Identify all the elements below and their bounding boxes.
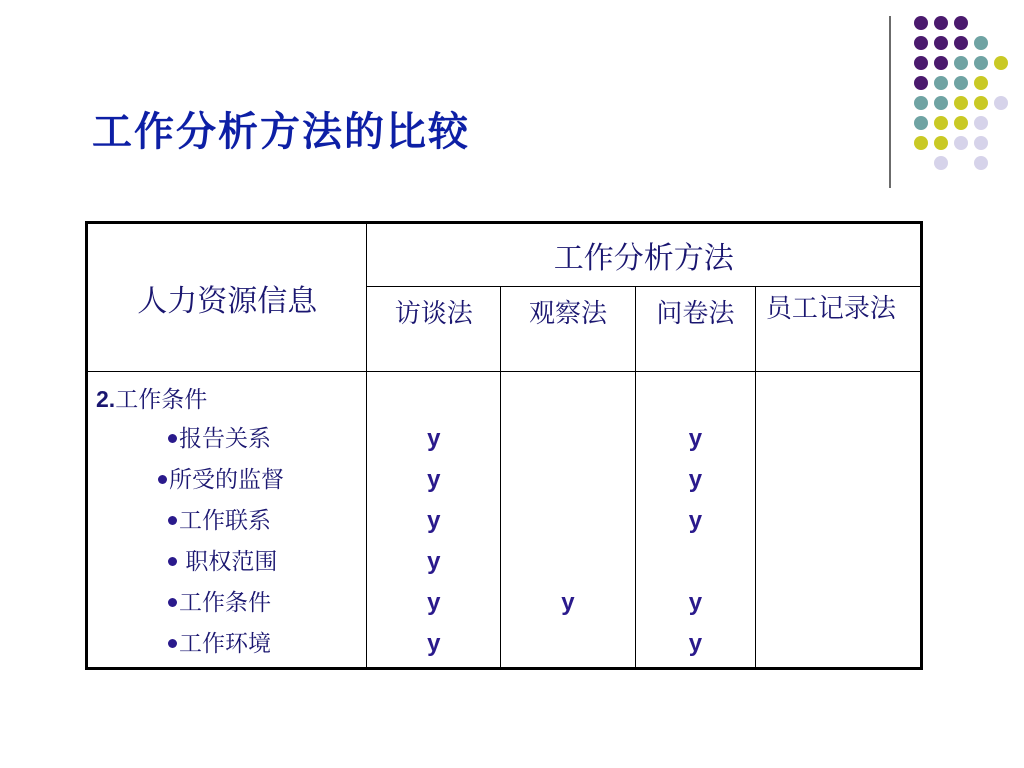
decor-dot: [974, 136, 988, 150]
mark-cell: y: [688, 425, 703, 452]
decor-dot: [974, 56, 988, 70]
item-label: 所受的监督: [169, 466, 284, 492]
interview-marks-column: [367, 372, 501, 669]
mark-cell: [501, 459, 635, 500]
decor-dot: [954, 76, 968, 90]
mark-cell: [756, 623, 920, 664]
list-item: [96, 418, 366, 459]
decor-dot: [974, 156, 988, 170]
decor-dot: [914, 136, 928, 150]
decor-dot: [934, 96, 948, 110]
decor-dot: [954, 116, 968, 130]
decor-dot: [974, 36, 988, 50]
decorative-divider: [889, 16, 891, 188]
list-item: [96, 541, 366, 582]
records-marks-column: [755, 372, 921, 669]
observation-marks-column: [501, 372, 636, 669]
mark-cell: y: [561, 589, 575, 616]
bullet-icon: [168, 434, 177, 443]
decor-dot: [914, 56, 928, 70]
mark-cell: [756, 582, 920, 623]
decor-dot: [934, 156, 948, 170]
decor-dot: [954, 136, 968, 150]
comparison-table: [85, 221, 923, 670]
list-item: [96, 582, 366, 623]
decor-dot: [954, 96, 968, 110]
mark-cell: y: [688, 466, 703, 493]
list-item: [96, 623, 366, 664]
item-label: 工作联系: [179, 507, 271, 533]
bullet-icon: [168, 598, 177, 607]
mark-cell: y: [427, 630, 441, 657]
mark-cell: [501, 623, 635, 664]
decor-dot: [954, 16, 968, 30]
decor-dot: [994, 96, 1008, 110]
decor-dot: [934, 76, 948, 90]
decor-dot: [934, 56, 948, 70]
decor-dot: [914, 76, 928, 90]
decor-dot: [934, 16, 948, 30]
list-item: [96, 500, 366, 541]
section-number: 2.: [96, 386, 116, 412]
method-header-questionnaire: 问卷法: [635, 287, 755, 372]
item-label: 职权范围: [185, 548, 278, 574]
section-heading: [96, 380, 366, 418]
method-header-interview: 访谈法: [367, 287, 501, 372]
mark-cell: y: [688, 630, 703, 657]
mark-cell: [501, 541, 635, 582]
decor-dot: [974, 76, 988, 90]
decor-dot: [974, 96, 988, 110]
decor-dot: [914, 116, 928, 130]
item-label: 工作环境: [179, 630, 271, 656]
decor-dot: [974, 116, 988, 130]
mark-cell: [501, 500, 635, 541]
item-label: 报告关系: [179, 425, 271, 451]
mark-cell: y: [427, 589, 441, 616]
decor-dot: [934, 116, 948, 130]
decor-dot: [934, 136, 948, 150]
mark-cell: [636, 541, 755, 582]
mark-cell: [756, 500, 920, 541]
decor-dot: [914, 16, 928, 30]
bullet-icon: [158, 475, 167, 484]
decor-dot: [914, 96, 928, 110]
bullet-icon: [168, 639, 177, 648]
decor-dot: [934, 36, 948, 50]
item-label: 工作条件: [179, 589, 271, 615]
mark-cell: y: [427, 425, 441, 452]
questionnaire-marks-column: [635, 372, 755, 669]
decor-dot: [954, 56, 968, 70]
slide-title: 工作分析方法的比较: [92, 108, 470, 155]
mark-cell: [756, 459, 920, 500]
mark-cell: [501, 418, 635, 459]
mark-cell: y: [427, 466, 441, 493]
decor-dot: [914, 36, 928, 50]
bullet-icon: [168, 516, 177, 525]
mark-cell: y: [688, 507, 703, 534]
mark-cell: [756, 541, 920, 582]
mark-cell: y: [427, 507, 441, 534]
list-item: [96, 459, 366, 500]
method-header-records: 员工记录法: [755, 287, 921, 372]
section-label: 工作条件: [115, 386, 208, 412]
info-items-cell: [87, 372, 367, 669]
decor-dot: [954, 36, 968, 50]
row-header-hr-info: 人力资源信息: [87, 223, 367, 372]
mark-cell: [756, 418, 920, 459]
method-header-observation: 观察法: [501, 287, 636, 372]
column-group-header: 工作分析方法: [367, 223, 922, 287]
mark-cell: y: [427, 548, 441, 575]
decor-dot: [994, 56, 1008, 70]
bullet-icon: [168, 557, 177, 566]
mark-cell: y: [688, 589, 703, 616]
